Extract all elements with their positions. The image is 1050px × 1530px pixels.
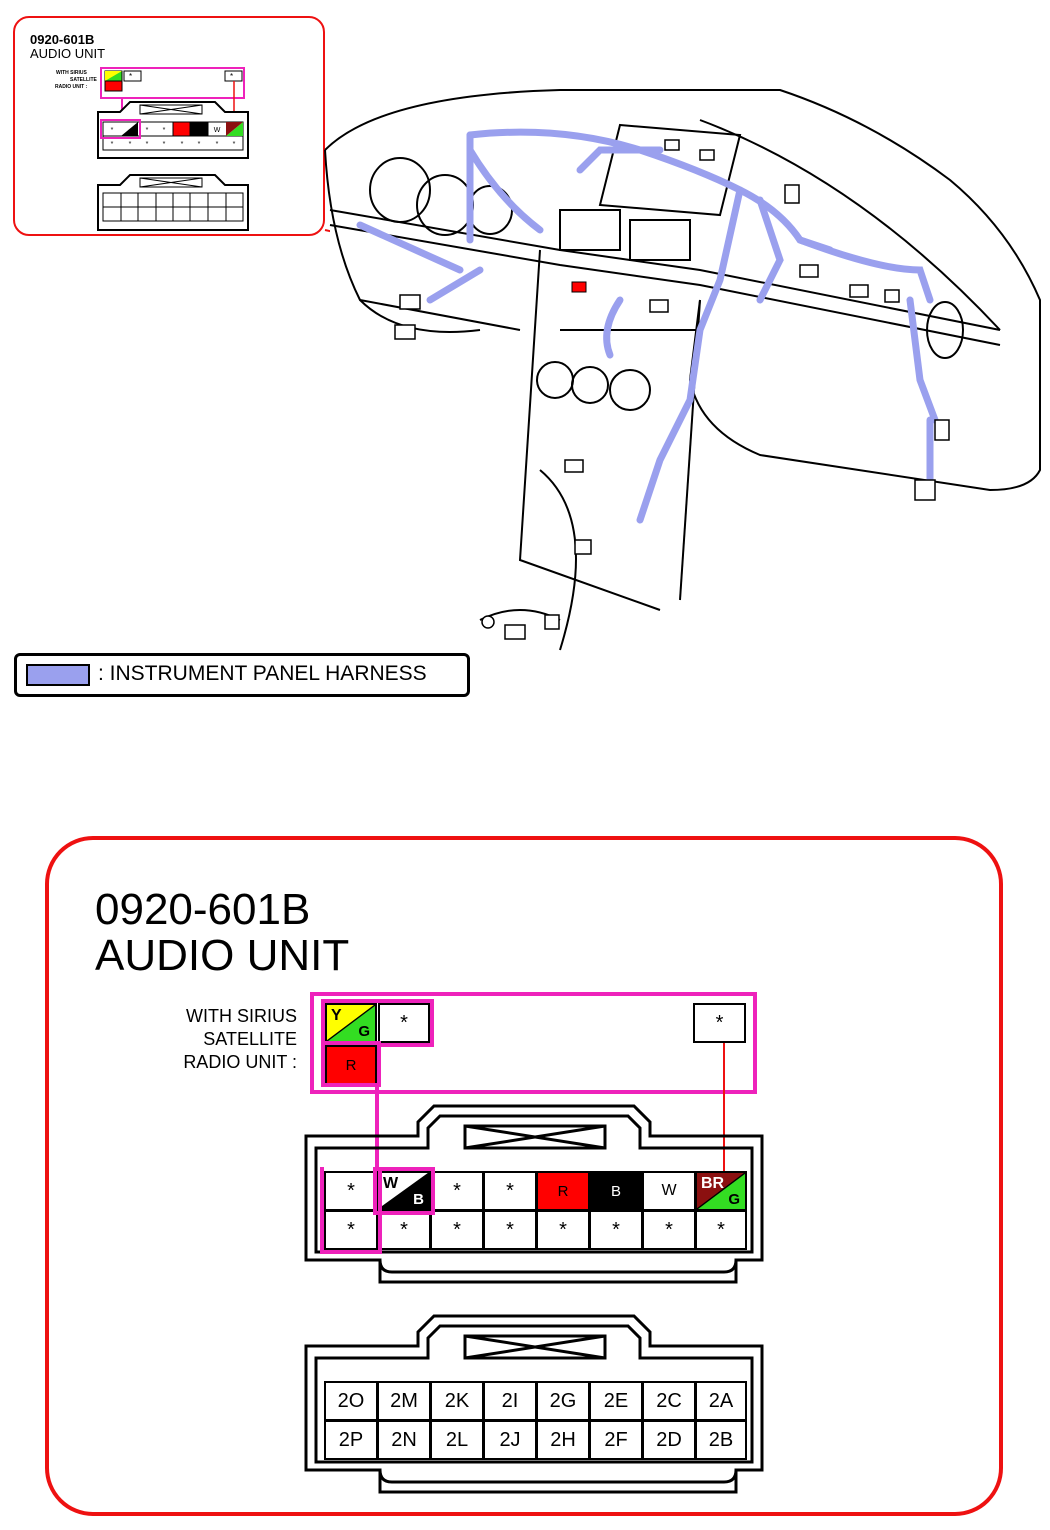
dashboard-harness-drawing: [0, 0, 1050, 700]
left-column-highlight: [320, 1167, 382, 1254]
legend-swatch: [26, 664, 90, 686]
svg-text:*: *: [110, 141, 114, 148]
pin-top-1: *: [324, 1171, 378, 1211]
pin-bottom-7: *: [642, 1210, 696, 1250]
pin-no-2H: 2H: [536, 1420, 590, 1460]
sirius-red-highlight: [321, 1041, 381, 1087]
pin-bottom-6: *: [589, 1210, 643, 1250]
pin-no-2P: 2P: [324, 1420, 378, 1460]
pin-no-2F: 2F: [589, 1420, 643, 1460]
pin-no-2B: 2B: [695, 1420, 747, 1460]
pin-top-5: R: [536, 1171, 590, 1211]
pin-no-2C: 2C: [642, 1381, 696, 1421]
pin-no-2G: 2G: [536, 1381, 590, 1421]
detail-note-2: SATELLITE: [203, 1029, 297, 1049]
inset-name: AUDIO UNIT: [30, 46, 106, 61]
svg-text:*: *: [128, 141, 132, 148]
pin-no-2I: 2I: [483, 1381, 537, 1421]
pin-bottom-5: *: [536, 1210, 590, 1250]
svg-text:*: *: [162, 127, 166, 134]
pin-top-8: [695, 1171, 747, 1211]
pin-bottom-3: *: [430, 1210, 484, 1250]
svg-text:*: *: [232, 141, 236, 148]
sirius-pin-unused-1: *: [378, 1003, 430, 1043]
detail-name: AUDIO UNIT: [95, 931, 350, 980]
inset-code: 0920-601B: [30, 32, 95, 47]
svg-text:*: *: [197, 141, 201, 148]
inset-note-1: WITH SIRIUS: [56, 70, 87, 76]
pin-top-7: W: [642, 1171, 696, 1211]
pin-no-2O: 2O: [324, 1381, 378, 1421]
detail-note-1: WITH SIRIUS: [186, 1006, 297, 1026]
pin-no-2K: 2K: [430, 1381, 484, 1421]
wb-pin-highlight: [373, 1167, 435, 1215]
svg-text:*: *: [215, 141, 219, 148]
inset-note-3: RADIO UNIT :: [55, 84, 88, 90]
svg-text:*: *: [129, 72, 133, 81]
svg-text:W: W: [213, 127, 221, 134]
svg-text:*: *: [230, 72, 234, 81]
pin-bottom-4: *: [483, 1210, 537, 1250]
sirius-pin-red: R: [325, 1045, 377, 1085]
svg-text:*: *: [110, 127, 114, 134]
svg-text:*: *: [180, 141, 184, 148]
wb-top-label: W: [383, 1175, 399, 1192]
pin-bottom-8: *: [695, 1210, 747, 1250]
pin-top-6: B: [589, 1171, 643, 1211]
pin-bottom-1: *: [324, 1210, 378, 1250]
detail-note-3: RADIO UNIT :: [183, 1052, 297, 1072]
brg-bottom-label: G: [728, 1191, 740, 1208]
pin-bottom-2: *: [377, 1210, 431, 1250]
svg-text:*: *: [162, 141, 166, 148]
pin-no-2L: 2L: [430, 1420, 484, 1460]
svg-text:*: *: [145, 141, 149, 148]
sirius-pin-unused-2: *: [693, 1003, 746, 1043]
pin-top-4: *: [483, 1171, 537, 1211]
sirius-inner-highlight: [321, 999, 434, 1047]
pin-no-2M: 2M: [377, 1381, 431, 1421]
brg-top-label: BR: [701, 1175, 725, 1192]
pin-top-3: *: [430, 1171, 484, 1211]
svg-text:*: *: [145, 127, 149, 134]
legend-label: : INSTRUMENT PANEL HARNESS: [98, 662, 427, 685]
pin-no-2E: 2E: [589, 1381, 643, 1421]
yg-top-label: Y: [331, 1007, 342, 1024]
detail-code: 0920-601B: [95, 885, 311, 934]
pin-no-2J: 2J: [483, 1420, 537, 1460]
pin-no-2N: 2N: [377, 1420, 431, 1460]
pin-no-2D: 2D: [642, 1420, 696, 1460]
inset-note-2: SATELLITE: [70, 77, 97, 83]
pin-no-2A: 2A: [695, 1381, 747, 1421]
yg-bottom-label: G: [358, 1023, 370, 1040]
wb-bottom-label: B: [413, 1191, 424, 1208]
